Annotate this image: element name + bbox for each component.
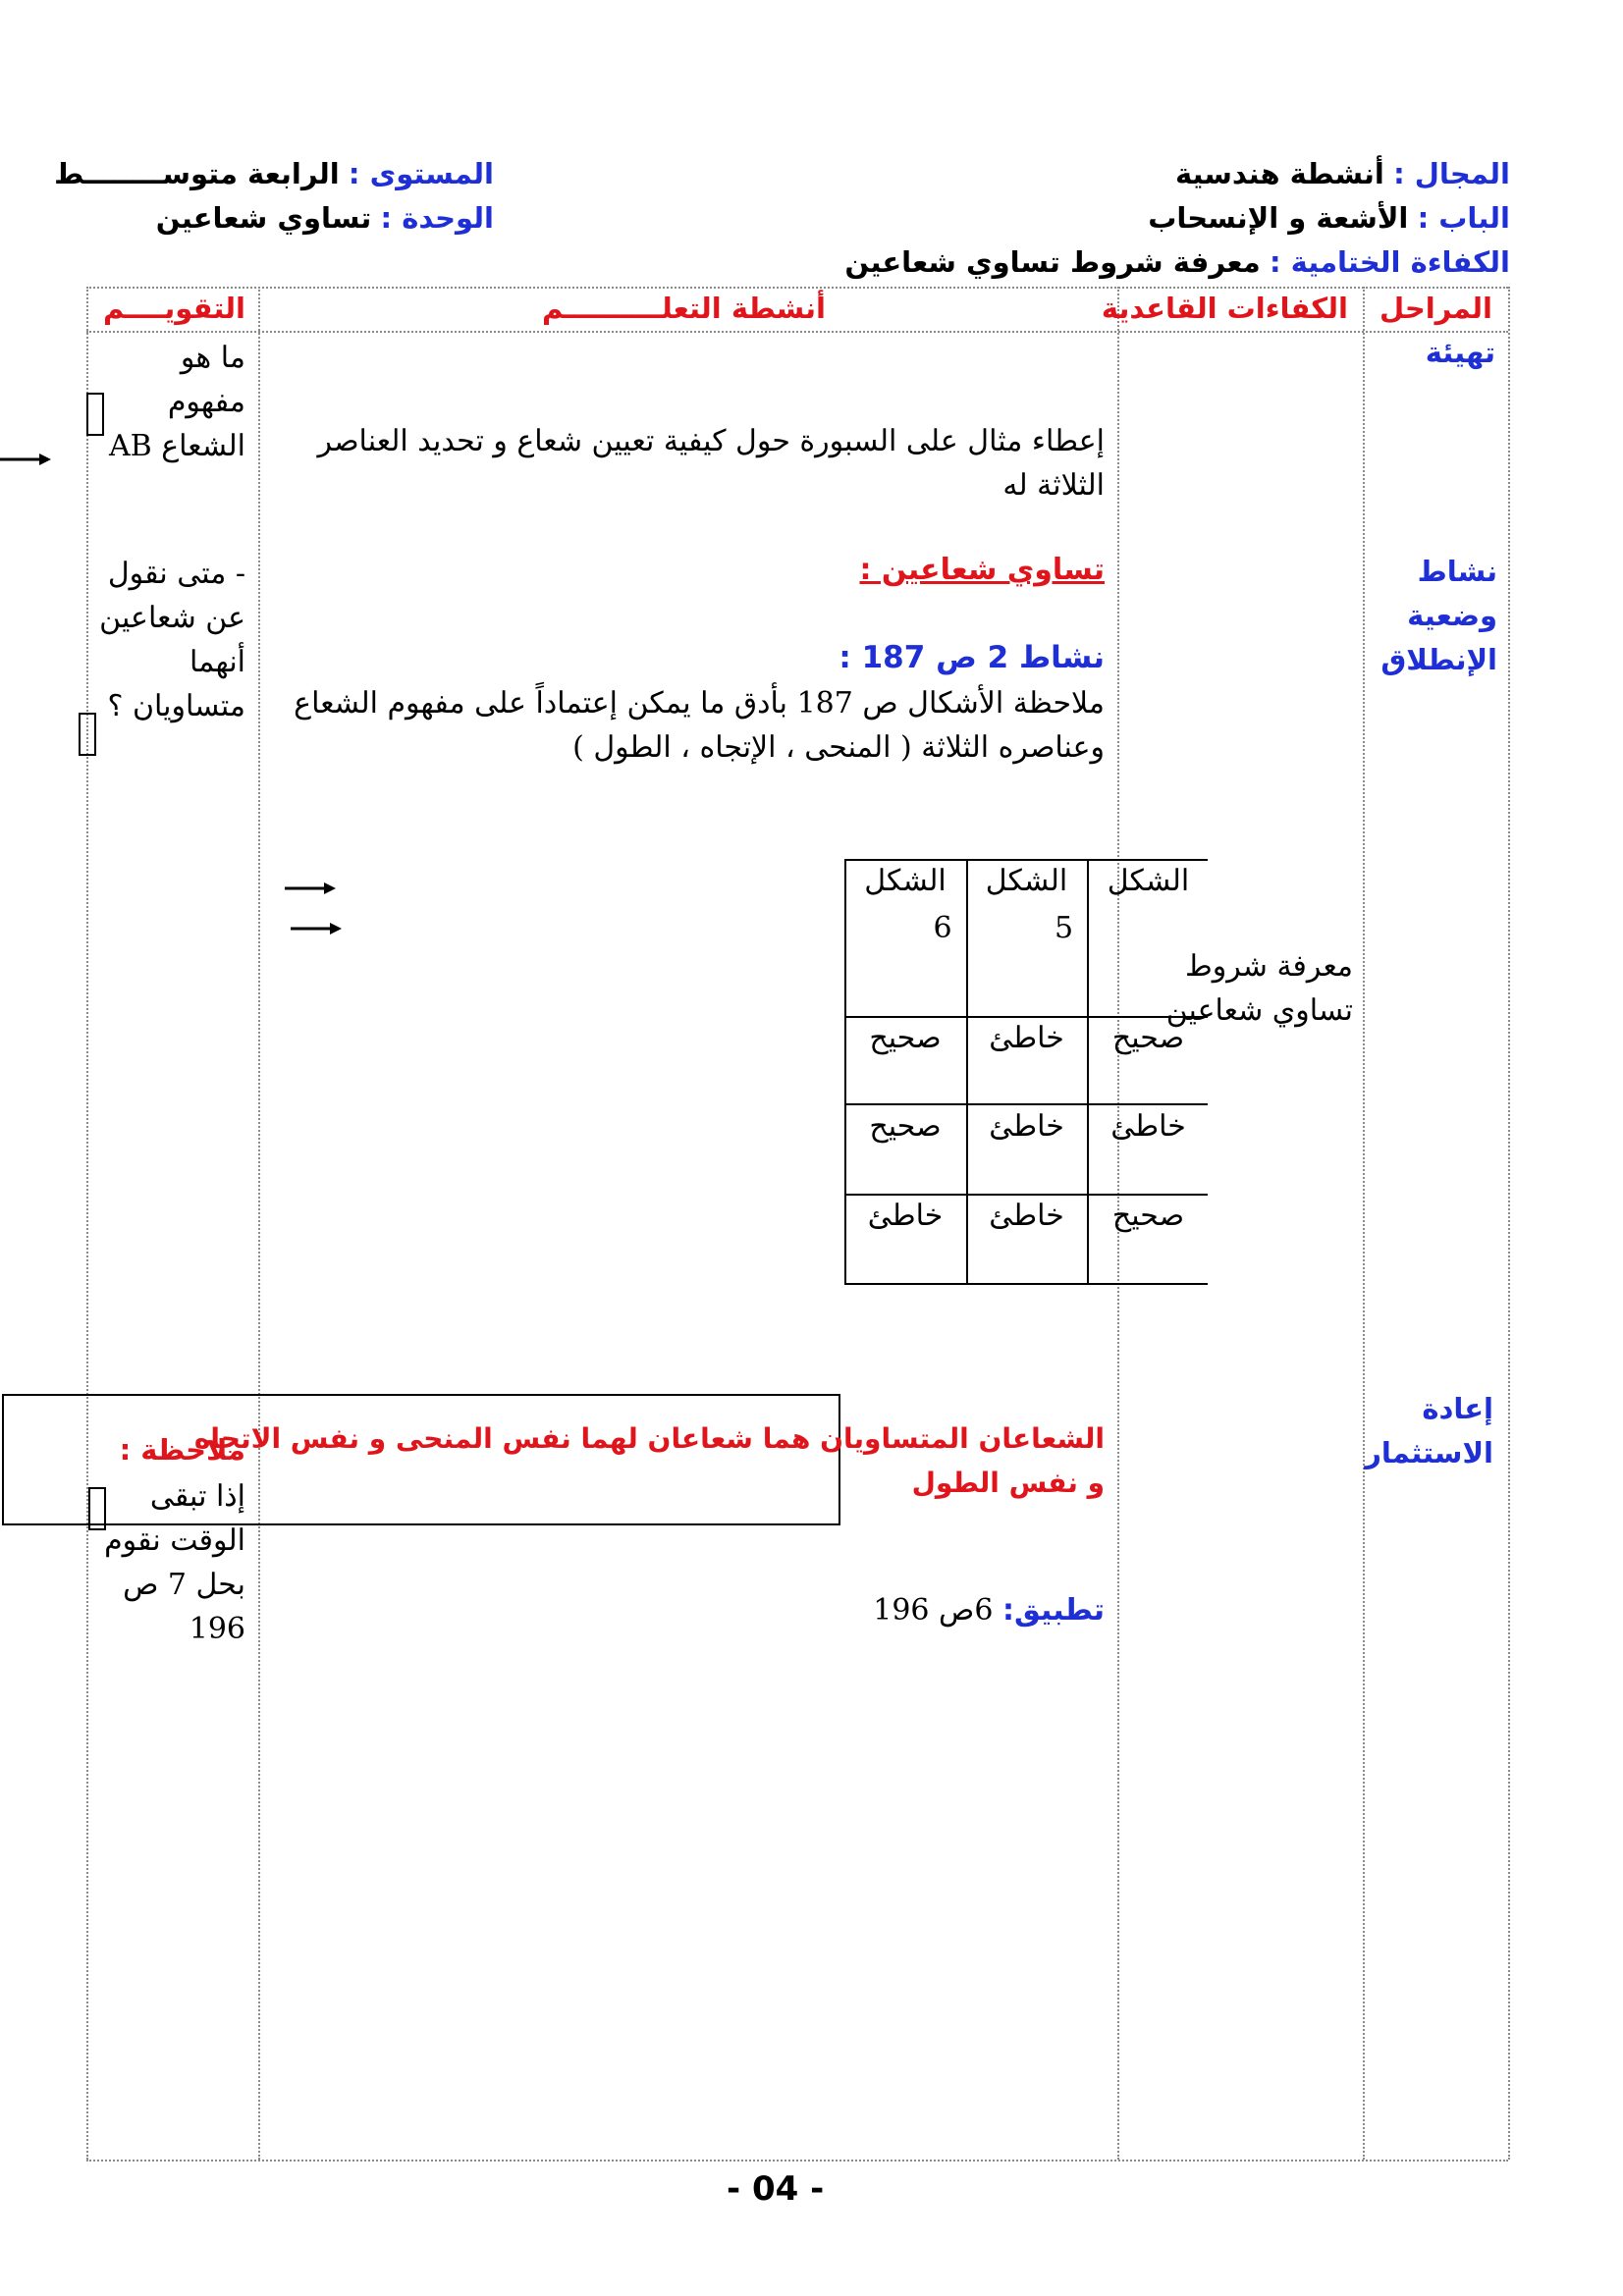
evaluation-q2-line4: متساويان ؟ (107, 689, 245, 723)
figure-table-line (844, 859, 1208, 861)
note-line2: الوقت نقوم (104, 1523, 245, 1558)
figure-table-line (844, 1103, 1208, 1105)
figure-cell: خاطئ (1110, 1109, 1186, 1144)
figure-table-line (844, 1283, 1208, 1285)
stage-reinvest-line2: الاستثمار (1365, 1436, 1493, 1469)
figure-cell: صحيح (1111, 1199, 1185, 1233)
activity-line1: ملاحظة الأشكال ص 187 بأدق ما يمكن إعتماداً على مفهوم الشعاع (294, 686, 1105, 721)
level-label: المستوى : (348, 157, 494, 190)
figure-table-line (844, 1016, 1208, 1018)
evaluation-q2-line1: - متى نقول (107, 557, 245, 591)
column-divider-evaluation (258, 287, 260, 2160)
figure-cell: صحيح (869, 1021, 942, 1055)
table-left-border (86, 287, 88, 2160)
stage-launch-line3: الإنطلاق (1380, 643, 1497, 676)
evaluation-q2-line3: أنهما (189, 645, 245, 679)
arrow-right-icon (285, 881, 336, 895)
activity-text (294, 681, 1105, 770)
column-header-activities: أنشطة التعلــــــــــم (541, 292, 826, 325)
chapter-label: الباب : (1417, 201, 1510, 235)
stage-warmup: تهيئة (1425, 336, 1495, 369)
definition-line2: و نفس الطول (911, 1467, 1105, 1499)
definition-line1: الشعاعان المتساويان هما شعاعان لهما نفس المنحى و نفس الاتجاه (193, 1422, 1105, 1455)
column-header-competencies: الكفاءات القاعدية (1101, 292, 1348, 325)
chapter-value: الأشعة و الإنسحاب (1148, 201, 1409, 235)
figure-cell: خاطئ (989, 1021, 1064, 1055)
figure-header-number: 5 (1054, 911, 1074, 945)
figure-cell: خاطئ (989, 1109, 1064, 1144)
figure-table-line (844, 1194, 1208, 1196)
arrow-right-icon (0, 453, 51, 466)
stage-launch (1380, 550, 1497, 682)
intro-text (318, 419, 1105, 507)
figure-cell: خاطئ (867, 1199, 944, 1233)
figure-header-label: الشكل (1107, 864, 1190, 898)
arrow-right-icon (291, 922, 342, 935)
level-value: الرابعة متوســــــــط (54, 157, 340, 190)
application-label: تطبيق: (1001, 1593, 1105, 1628)
table-bottom-border (86, 2160, 1508, 2162)
activity-line2: وعناصره الثلاثة ( المنحى ، الإتجاه ، الطول ) (572, 730, 1105, 765)
intro-line2: الثلاثة له (1002, 468, 1105, 503)
competency-cell-line1: معرفة شروط (1185, 949, 1353, 984)
figure-header-label: الشكل (985, 864, 1068, 898)
unit-label: الوحدة : (380, 201, 494, 235)
note-title: ملاحظة : (119, 1433, 245, 1467)
note-line1: إذا تبقى (149, 1479, 245, 1514)
application-line (873, 1593, 1105, 1628)
domain-label: المجال : (1393, 157, 1510, 190)
page-number: - 04 - (727, 2169, 825, 2209)
note-text (104, 1474, 245, 1651)
column-divider-competencies (1363, 287, 1365, 2160)
column-header-evaluation: التقويــــم (103, 292, 245, 325)
note-line4: 196 (189, 1612, 245, 1646)
competency-cell-line2: تساوي شعاعين (1165, 993, 1353, 1028)
chapter-line (1148, 201, 1510, 235)
evaluation-q2-line2: عن شعاعين (99, 601, 245, 635)
unit-line (156, 201, 494, 235)
placeholder-box (79, 713, 96, 756)
note-line3: بحل 7 ص (123, 1568, 245, 1602)
unit-value: تساوي شعاعين (155, 201, 372, 235)
table-top-border (86, 287, 1508, 289)
intro-line1: إعطاء مثال على السبورة حول كيفية تعيين شعاع و تحديد العناصر (317, 424, 1105, 458)
table-header-divider (86, 331, 1508, 333)
placeholder-box (88, 1487, 106, 1530)
figure-cell: خاطئ (989, 1199, 1064, 1233)
column-header-stages: المراحل (1379, 292, 1492, 325)
stage-launch-line2: وضعية (1407, 599, 1497, 632)
competency-line (844, 245, 1510, 279)
stage-reinvest (1365, 1387, 1493, 1475)
stage-launch-line1: نشاط (1417, 555, 1497, 588)
evaluation-q1-line2: مفهوم (167, 385, 245, 419)
table-right-border (1508, 287, 1510, 2160)
domain-line (1175, 157, 1510, 190)
competency-cell (1166, 944, 1353, 1033)
section-title: تساوي شعاعين : (859, 553, 1105, 587)
figure-header-number: 6 (933, 911, 952, 945)
application-value: 6ص 196 (873, 1593, 994, 1628)
evaluation-q2 (99, 552, 245, 728)
evaluation-q1-line3: الشعاع AB (108, 429, 245, 463)
activity-title: نشاط 2 ص 187 : (839, 640, 1105, 675)
figure-header-label: الشكل (864, 864, 947, 898)
stage-reinvest-line1: إعادة (1422, 1392, 1493, 1425)
evaluation-q1-line1: ما هو (180, 341, 245, 375)
evaluation-q1 (109, 336, 245, 468)
definition-text (194, 1416, 1105, 1505)
placeholder-box (86, 393, 104, 436)
figure-cell: صحيح (869, 1109, 942, 1144)
domain-value: أنشطة هندسية (1174, 157, 1384, 190)
competency-value: معرفة شروط تساوي شعاعين (844, 245, 1261, 279)
level-line (54, 157, 494, 190)
competency-label: الكفاءة الختامية : (1269, 245, 1510, 279)
figure-cell: صحيح (1111, 1021, 1185, 1055)
